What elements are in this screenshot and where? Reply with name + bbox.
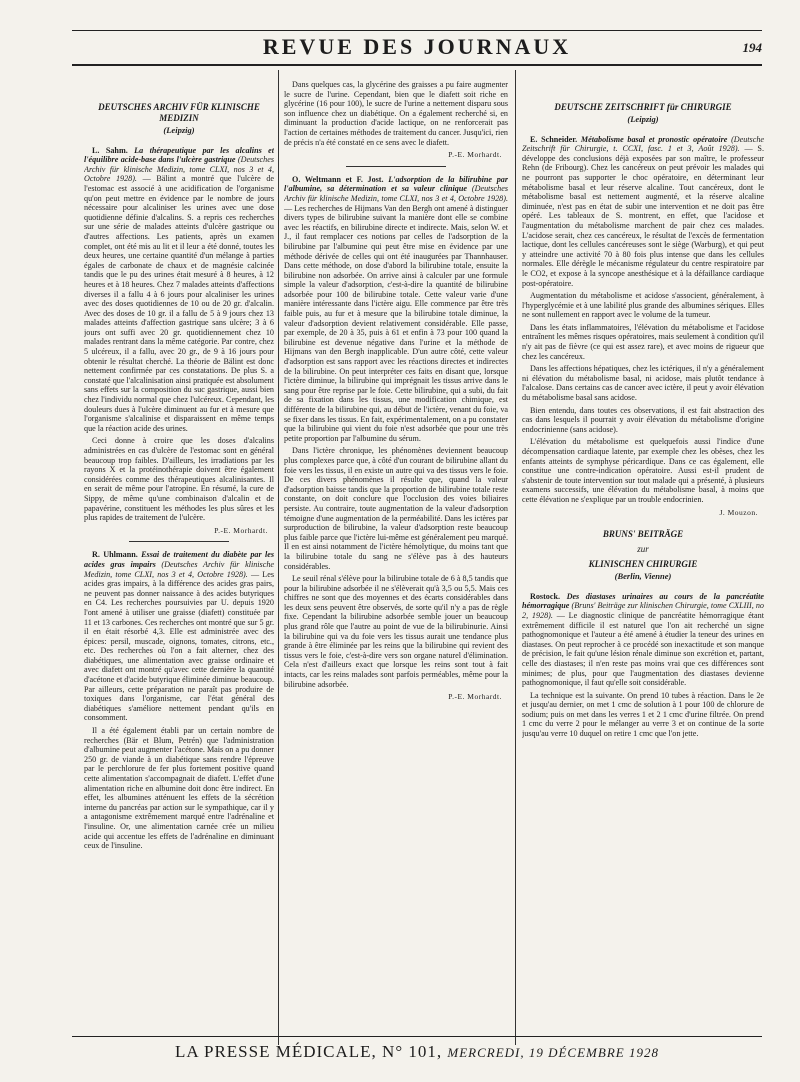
article-paragraph: Ceci donne à croire que les doses d'alcalins administrées en cas d'ulcère de l'estomac sont en général beaucoup trop faibles. D'ailleurs, les irradiations par les rayons X et la protéinothérapie doivent être également considérées comme des thérapeutiques alcalinisantes. Il en serait de même pour l'atropine. En résumé, la cure de Sippy, de même qu'une combinaison d'alcalin et de papavérine, constituent les méthodes les plus sûres et les plus rapides de traitement de l'ulcère. <box>84 436 274 523</box>
header-top-rule <box>72 30 762 31</box>
article-paragraph: Dans les affections hépatiques, chez les ictériques, il n'y a généralement ni élévation du métabolisme basal, ni acidose, mais plutôt tendance à l'alcalose. Dans certains cas de cancer avec ictère, il peut y avoir élévation du métabolisme basal sans acidose. <box>522 364 764 403</box>
footer-journal: LA PRESSE MÉDICALE, N° 101, <box>175 1042 443 1061</box>
article-paragraph: Dans l'ictère chronique, les phénomènes deviennent beaucoup plus complexes parce que, à côté d'un courant de bilirubine allant du foie vers les tissus, il en existe un autre qui va des tissus vers le foie. De ces divers phénomènes il résulte que, quand la valeur d'adsorption baisse tandis que la proportion de bilirubine totale reste constante, on doit conclure que l'occlusion des voies biliaires persiste. Au contraire, toute augmentation de la valeur d'adsorption témoigne d'une augmentation de la perméabilité. Dans les ictères par surproduction de bilirubine, la valeur d'adsorption reste beaucoup plus faible parce que l'ictère lui-même est généralement peu marqué. Il en est ainsi notamment de l'ictère hémolytique, du moins tant que la bilirubine totale du sang ne s'élève pas à des hauteurs considérables. <box>284 446 508 571</box>
article-byline: P.-E. Morhardt. <box>448 150 502 160</box>
section-title-zur: zur <box>637 544 649 555</box>
article-body: — Le diagnostic clinique de pancréatite hémorragique étant extrêmement difficile il est naturel que l'on ait recherché un signe pathognomonique et l'auteur a été amené à étudier la teneur des urines en diastases. On peut reprocher à ce procédé son inexactitude et son manque de précision, le fait qu'une lésion rénale diminue son excrétion et, partant, celle des diastases; il n'en reste pas moins vrai que ces différences sont minimes; de plus, pour que l'augmentation des diastases devienne pathognomonique, il faut qu'elle soit considérable. <box>522 610 764 688</box>
journal-title: REVUE DES JOURNAUX <box>262 34 572 59</box>
section-city-leipzig: (Leipzig) <box>163 125 195 135</box>
article-weltmann-jost <box>284 175 508 444</box>
article-author: Rostock. <box>530 591 561 601</box>
article-title: Des diastases urinaires au cours de la pancréatite hémorragique <box>522 591 764 611</box>
article-byline: P.-E. Morhardt. <box>448 692 502 702</box>
article-paragraph: Bien entendu, dans toutes ces observations, il est fait abstraction des cas dans lesquels il pourrait y avoir élévation du métabolisme d'origine endocrinienne (sans acidose). <box>522 405 764 434</box>
article-source: (Deutsches Archiv für klinische Medizin, tome CLXI, nos 3 et 4, Octobre 1928). <box>284 184 508 203</box>
article-title: La thérapeutique par les alcalins et l'équilibre acide-base dans l'ulcère gastrique <box>84 145 274 165</box>
article-separator <box>346 166 446 167</box>
article-body: — Les acides gras impairs, à la différence des acides gras pairs, ne peuvent pas donner naissance à des acides butyriques en C4. Les recherches poursuivies par U. depuis 1920 l'ont amené à utiliser une graisse (diafett) constituée par 11 et 13 carbones. Ces recherches ont montré que sur 5 gr. il en était résorbé 4,3. Elle est administrée avec des épices: persil, muscade, oignons, tomates, citrons, etc., etc. Des recherches où l'on a fait alterner, chez des diabétiques, une alimentation avec graisse ordinaire et avec diafett ont montré qu'avec cette dernière la quantité d'acétone et d'acide butyrique éliminée diminue beaucoup. Par ailleurs, cette préparation ne paraît pas produire de toxiques dans l'organisme, car l'état général des diabétiques s'améliore nettement pendant qu'ils en consomment. <box>84 569 274 723</box>
column-divider-1 <box>278 70 279 1045</box>
article-byline: J. Mouzon. <box>719 507 758 517</box>
column-1 <box>84 80 274 1038</box>
section-city-berlin-vienne: (Berlin, Vienne) <box>614 571 672 582</box>
column-2 <box>284 80 508 1038</box>
article-paragraph: Dans quelques cas, la glycérine des graisses a pu faire augmenter le sucre de l'urine. Cependant, bien que le diafett soit riche en glycérine (16 pour 100), le sucre de l'urine a nettement disparu sous son influence chez un diabétique. On a également recherché si, en diminuant la production d'acide lactique, on ne renforcerait pas l'action de certaines méthodes de traitement du cancer. Jusqu'ici, rien de précis n'a été constaté en ce sens avec le diafett. <box>284 80 508 147</box>
article-paragraph: Augmentation du métabolisme et acidose s'associent, généralement, à l'hyperglycémie et à une labilité plus grande des albumines sériques. Elles ne sont nullement en rapport avec le volume de la tumeur. <box>522 291 764 320</box>
article-author: L. Sahm. <box>92 145 128 155</box>
article-paragraph: Dans les états inflammatoires, l'élévation du métabolisme et l'acidose entraînent les mêmes risques opératoires, mais seulement à condition qu'il n'y ait pas de fièvre (ce qui est assez rare), et avec moins de rigueur que chez les cancéreux. <box>522 322 764 361</box>
page-number: 194 <box>742 40 762 55</box>
article-uhlmann <box>84 550 274 723</box>
article-source: (Deutsche Zeitschrift für Chirurgie, t. CCXI, fasc. 1 et 3, Août 1928). <box>522 134 764 154</box>
article-source: (Deutsches Archiv für klinische Medizin, tome CLXI, nos 3 et 4, Octobre 1928). <box>84 559 274 579</box>
column-3 <box>522 80 764 1038</box>
footer-date: MERCREDI, 19 DÉCEMBRE 1928 <box>447 1045 659 1060</box>
section-title-bruns-beitrage: BRUNS' BEITRÄGE <box>602 529 684 540</box>
article-body: — Les recherches de Hijmans Van den Bergh ont amené à distinguer divers types de bilirubine suivant la manière dont elle se combine avec les réactifs, en bilirubine directe et indirecte. Mais, selon W. et J., il faut remplacer ces notions par celles de l'adsorption de la bilirubine par l'albumine qui peut être mise en évidence par une méthode dérivée de celles qui ont été inaugurées par Thannhauser. Dans cette méthode, on dose d'abord la bilirubine totale, ensuite la bilirubine non adsorbée. On arrive ainsi à calculer par une formule simple la valeur d'adsorption, c'est-à-dire la quantité de bilirubine adsorbée pour 100 de bilirubine totale. Cette valeur varie d'une manière intéressante dans l'ictère aigu. Elle commence par être très faible puis, au fur et à mesure que la bilirubine totale diminue, la valeur d'adsorption devient relativement considérable. Elle passe, par exemple, de 20 à 35, puis à 61 et enfin à 73 pour 100 quand la bilirubine est devenue négative dans l'urine et la méthode de Hijmans van den Bergh inapplicable. D'un autre côté, cette valeur d'adsorption est sans rapport avec les réactions directes et indirectes de la bilirubine. On peut interpréter ces faits en disant que, lorsque l'ictère diminue, la bilirubine qui imprégnait les tissus arrive dans le sang pour être reprise par le foie. Cette bilirubine, qui a subi, du fait de sa fixation dans les tissus, une modification chimique, est différente de la bilirubine qui, au début de l'ictère, venant du foie, va se fixer dans les tissus. En fait, expérimentalement, on a pu constater que la bilirubine qui vient du foie n'est adsorbée que pour une très petite proportion par l'albumine du sérum. <box>284 203 508 443</box>
article-author: E. Schneider. <box>530 134 578 144</box>
section-city-leipzig: (Leipzig) <box>627 114 659 124</box>
article-author: R. Uhlmann. <box>92 550 138 560</box>
article-paragraph: Il a été également établi par un certain nombre de recherches (Bär et Blum, Petrén) que l'administration d'albumine peut augmenter l'acétone. Mais on a pu donner 250 gr. de viande à un diabétique sans rendre l'épreuve par le perchlorure de fer plus fortement positive quand cette alimentation s'accompagnait de diafett. L'effet d'une alimentation riche en albumine doit donc être indirect. En effet, les albumines atténuent les effets de la sécrétion interne du pancréas par action sur le sympathique, car il y a antagonisme extrêmement marqué entre l'adrénaline et l'insuline. Or, une alimentation carnée crée un milieu acide qui accentue les effets de l'adrénaline en diminuant ceux de l'insuline. <box>84 726 274 851</box>
article-rostock <box>522 592 764 688</box>
article-paragraph: La technique est la suivante. On prend 10 tubes à réaction. Dans le 2e et jusqu'au dernier, on met 1 cmc de solution à 1 pour 100 de chlorure de sodium; puis on met dans les verres 1 et 2 1 cmc d'urine filtrée. On prend 1 cmc du verre 2 pour le mélanger au verre 3 et on continue de la sorte jusqu'au verre 10 duquel on retire 1 cmc que l'on jette. <box>522 690 764 739</box>
article-separator <box>129 541 229 542</box>
article-body: — S. développe des conclusions déjà exposées par son maître, le professeur Rehn (de Fribourg). Chez les cancéreux on peut prévoir les malades qui ne pourront pas supporter le choc opératoire, en déterminant leur métabolisme basal et leur réserve alcaline. Tout cancéreux, dont le métabolisme basal est nettement augmenté, et la réserve alcaline diminuée, n'est pas en état de subir une intervention et ne doit pas être opéré. Les tableaux de S. montrent, en effet, que l'acidose et l'augmentation du métabolisme marchent de pair chez ces malades. L'acidose serait, chez ces cancéreux, le résultat de l'excès de fermentation lactique, dont les cellules cancéreuses sont le siège (Warburg), et qui peut y atteindre une activité 70 à 80 fois plus intense que dans les cellules normales. Elle dérègle le mécanisme régulateur du centre respiratoire par le CO2, et expose à la syncope anesthésique et à la défaillance cardiaque post-opératoire. <box>522 144 764 288</box>
article-title: Essai de traitement du diabète par les acides gras impairs <box>84 550 274 569</box>
column-divider-2 <box>515 70 516 1045</box>
article-source: (Deutsches Archiv für klinische Medizin, tome CLXI, nos 3 et 4, Octobre 1928). <box>84 155 274 184</box>
article-paragraph: Le seuil rénal s'élève pour la bilirubine totale de 6 à 8,5 tandis que pour la bilirubine adsorbée il ne s'élèverait qu'à 3,5 ou 5,5. Mais ces chiffres ne sont que des moyennes et des écarts considérables dans les deux sens peuvent être observés, de sorte qu'il n'y a pas de règle fixe. Cependant la bilirubine adsorbée semble jouer un beaucoup plus grand rôle que l'autre au point de vue de la bilirubinurie. Ainsi la bilirubine qui va du foie vers les tissus aurait une tendance plus grande à être éliminée par les reins que la bilirubine qui revient des tissus vers le foie, c'est-à-dire vers son organe naturel d'élimination. Cela n'est d'ailleurs exact que lorsque les reins sont tout à fait intacts, car les reins malades sont parfois perméables, même pour la bilirubine adsorbée. <box>284 574 508 689</box>
header-bottom-rule <box>72 64 762 66</box>
article-schneider <box>522 135 764 289</box>
article-paragraph: L'élévation du métabolisme est quelquefois aussi l'indice d'une décompensation cardiaque latente, par exemple chez les obèses, chez les enfants atteints de symphyse péricardique. Dans ce cas également, elle constitue une contre-indication opératoire. Aussi est-il prudent de s'abstenir de toute intervention sur tout malade qui a présenté, à plusieurs examens successifs, une élévation du métabolisme basal, à moins que cette élévation ne s'explique par un trouble endocrinien. <box>522 437 764 504</box>
article-byline: P.-E. Morhardt. <box>214 525 268 535</box>
section-title-klinischen-chirurgie: KLINISCHEN CHIRURGIE <box>588 559 698 570</box>
article-body: — Bälint a montré que l'ulcère de l'estomac est associé à une acidification de l'organisme qu'on peut mettre en évidence par le nombre de jours nécessaire pour alcaliniser les urines avec une dose quotidienne définie d'alcalins. S. a repris ces recherches sur une série de malades atteints d'ulcère gastrique ou d'autres affections. Les patients, après un examen complet, ont été mis au lit et il leur a été donné, toutes les deux heures, une certaine quantité d'un mélange à parties égales de carbonate de chaux et de magnésie calcinée tandis que le pu des urines était mesuré à 8 heures, à 12 heures et à 18 heures. Chez 7 malades atteints d'affections diverses il a fallu 4 à 6 jours pour alcaliniser les urines avec des doses quotidiennes de 10 ou de 20 gr. d'alcalin. Avec des doses de 10 gr. il a fallu de 5 à 9 jours chez 13 malades atteints d'affection gastrique sans ulcère; 3 à 6 jours ont suffi avec 20 gr. quotidiennement chez 10 malades rentrant dans la même catégorie. Par contre, chez 5 ulcéreux, il a fallu, avec 20 gr., de 9 à 16 jours pour obtenir le résultat cherché. La théorie de Bälint est donc nettement confirmée par ces constatations. De plus S. a constaté que l'alcalinisation ainsi pratiquée est absolument sans effets sur la composition du suc gastrique, aussi bien chez l'individu normal que chez l'ulcéreux. Cependant, les douleurs dues à l'ulcère diminuent au fur et à mesure que l'organisme s'alcalinise et disparaissent en même temps que la réaction acide des urines. <box>84 174 274 433</box>
article-author: O. Weltmann et F. Jost. <box>292 174 384 184</box>
article-title: L'adsorption de la bilirubine par l'albumine, sa détermination et sa valeur clinique <box>284 174 508 194</box>
section-title-deutsche-zeitschrift: DEUTSCHE ZEITSCHRIFT für CHIRURGIE <box>554 102 732 112</box>
page-footer <box>72 1042 762 1062</box>
article-sahm <box>84 146 274 434</box>
section-title-deutsches-archiv: DEUTSCHES ARCHIV FÜR KLINISCHE MEDIZIN <box>98 102 260 123</box>
article-title: Métabolisme basal et pronostic opératoire <box>580 134 728 144</box>
footer-rule <box>72 1036 762 1037</box>
article-source: (Bruns' Beiträge zur klinischen Chirurgie, tome CXLIII, no 2, 1928). <box>522 601 764 620</box>
